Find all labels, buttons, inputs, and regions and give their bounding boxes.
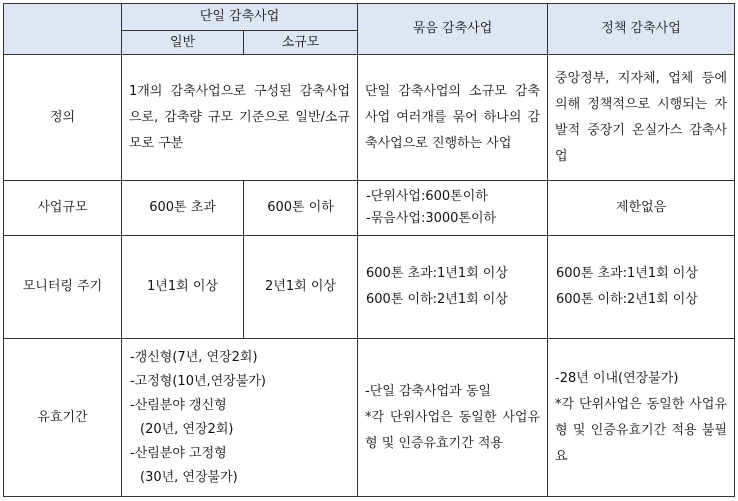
monitoring-bundle	[358, 236, 548, 339]
scale-bundle-line: -단위사업:600톤이하	[366, 189, 488, 204]
validity-single-line: (30년, 연장불가)	[140, 469, 238, 485]
monitoring-policy-line: 600톤 이하:2년1회 이상	[556, 292, 698, 307]
row-label-monitoring: 모니터링 주기	[4, 236, 122, 339]
row-label-validity: 유효기간	[4, 339, 122, 497]
monitoring-bundle-line: 600톤 이하:2년1회 이상	[366, 292, 508, 307]
validity-single-line: (20년, 연장2회)	[140, 421, 234, 437]
validity-policy	[548, 339, 735, 497]
definition-policy: 중앙정부, 지자체, 업체 등에 의해 정책적으로 시행되는 자발적 중장기 온실가스 감축사업	[548, 55, 735, 181]
scale-bundle	[358, 181, 548, 236]
row-label-scale: 사업규모	[4, 181, 122, 236]
definition-single: 1개의 감축사업으로 구성된 감축사업으로, 감축량 규모 기준으로 일반/소규모로 구분	[122, 55, 358, 181]
scale-bundle-line: -묶음사업:3000톤이하	[366, 211, 497, 226]
header-corner	[4, 4, 122, 55]
row-label-definition: 정의	[4, 55, 122, 181]
monitoring-bundle-line: 600톤 초과:1년1회 이상	[366, 266, 508, 281]
validity-single-line: -갱신형(7년, 연장2회)	[130, 349, 258, 365]
validity-bundle-line: *각 단위사업은 동일한 사업유형 및 인증유효기간 적용	[365, 409, 541, 451]
monitoring-policy-line: 600톤 초과:1년1회 이상	[556, 266, 698, 281]
validity-single	[122, 339, 358, 497]
validity-bundle-line: -단일 감축사업과 동일	[365, 383, 491, 399]
scale-general: 600톤 초과	[122, 181, 244, 236]
validity-single-line: -산림분야 고정형	[130, 445, 227, 461]
validity-bundle	[358, 339, 548, 497]
validity-single-line: -고정형(10년,연장불가)	[130, 373, 266, 389]
scale-small: 600톤 이하	[244, 181, 358, 236]
validity-single-line: -산림분야 갱신형	[130, 397, 227, 413]
validity-policy-line: -28년 이내(연장불가)	[555, 370, 679, 386]
header-policy: 정책 감축사업	[548, 4, 735, 55]
monitoring-small: 2년1회 이상	[244, 236, 358, 339]
monitoring-policy	[548, 236, 735, 339]
validity-policy-line: *각 단위사업은 동일한 사업유형 및 인증유효기간 적용 불필요	[555, 396, 728, 464]
monitoring-general: 1년1회 이상	[122, 236, 244, 339]
comparison-table	[3, 3, 735, 497]
scale-policy: 제한없음	[548, 181, 735, 236]
definition-bundle: 단일 감축사업의 소규모 감축사업 여러개를 묶어 하나의 감축사업으로 진행하는 사업	[358, 55, 548, 181]
header-bundle: 묶음 감축사업	[358, 4, 548, 55]
header-single: 단일 감축사업	[122, 4, 358, 31]
header-small: 소규모	[244, 31, 358, 55]
header-general: 일반	[122, 31, 244, 55]
